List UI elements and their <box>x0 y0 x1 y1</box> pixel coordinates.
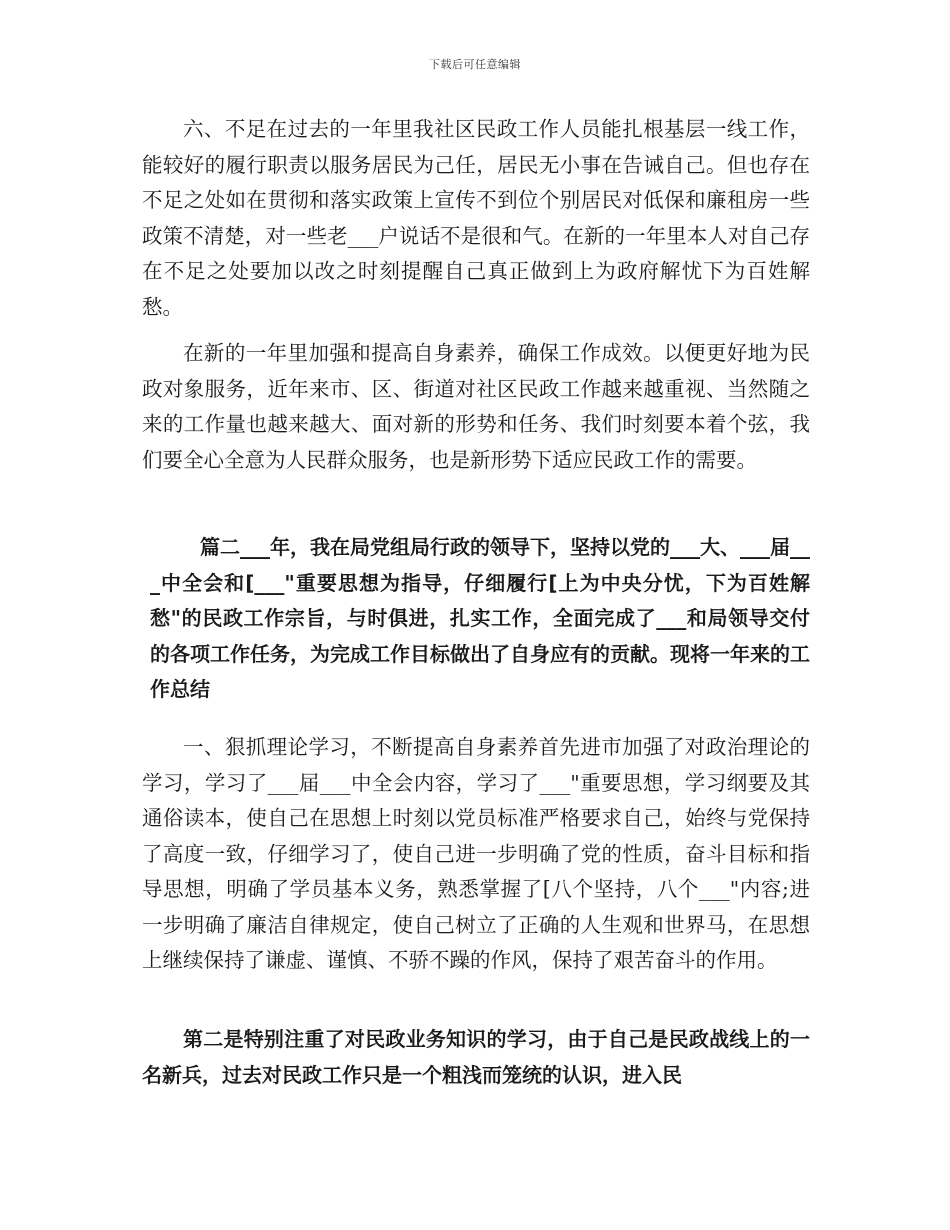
paragraph-theory-study <box>142 730 810 979</box>
paragraph-text: 一、狠抓理论学习，不断提高自身素养首先进市加强了对政治理论的学习，学习了___届___中全会内容，学习了___"重要思想，学习纲要及其通俗读本，使自己在思想上时刻以党员标准严格要求自己，始终与党保持了高度一致，仔细学习了，使自己进一步明确了党的性质，奋斗目标和指导思想，明确了学员基本义务，熟悉掌握了[八个坚持，八个___"内容;进一步明确了廉洁自律规定，使自己树立了正确的人生观和世界马，在思想上继续保持了谦虚、谨慎、不骄不躁的作风，保持了艰苦奋斗的作用。 <box>142 735 810 972</box>
paragraph-text: 篇二___年，我在局党组局行政的领导下，坚持以党的___大、___届___中全会和[___"重要思想为指导，仔细履行[上为中央分忧，下为百姓解愁"的民政工作宗旨，与时俱进，扎实工作，全面完成了___和局领导交付的各项工作任务，为完成工作目标做出了自身应有的贡献。现将一年来的工作总结 <box>150 535 810 701</box>
paragraph-business-knowledge <box>142 1022 810 1093</box>
paragraph-text: 在新的一年里加强和提高自身素养，确保工作成效。以便更好地为民政对象服务，近年来市、区、街道对社区民政工作越来越重视、当然随之来的工作量也越来越大、面对新的形势和任务、我们时刻要本着个弦，我们要全心全意为人民群众服务，也是新形势下适应民政工作的需要。 <box>142 341 810 472</box>
page-header: 下载后可任意编辑 <box>429 58 521 71</box>
paragraph-new-year <box>142 336 810 478</box>
section-heading-part-two <box>150 530 810 708</box>
paragraph-text: 第二是特别注重了对民政业务知识的学习，由于自己是民政战线上的一名新兵，过去对民政工作只是一个粗浅而笼统的认识，进入民 <box>142 1027 810 1087</box>
paragraph-shortcomings <box>142 112 810 325</box>
paragraph-text: 六、不足在过去的一年里我社区民政工作人员能扎根基层一线工作，能较好的履行职责以服务居民为己任，居民无小事在告诫自己。但也存在不足之处如在贯彻和落实政策上宣传不到位个别居民对低保和廉租房一些政策不清楚，对一些老___户说话不是很和气。在新的一年里本人对自己存在不足之处要加以改之时刻提醒自己真正做到上为政府解忧下为百姓解愁。 <box>142 117 810 319</box>
